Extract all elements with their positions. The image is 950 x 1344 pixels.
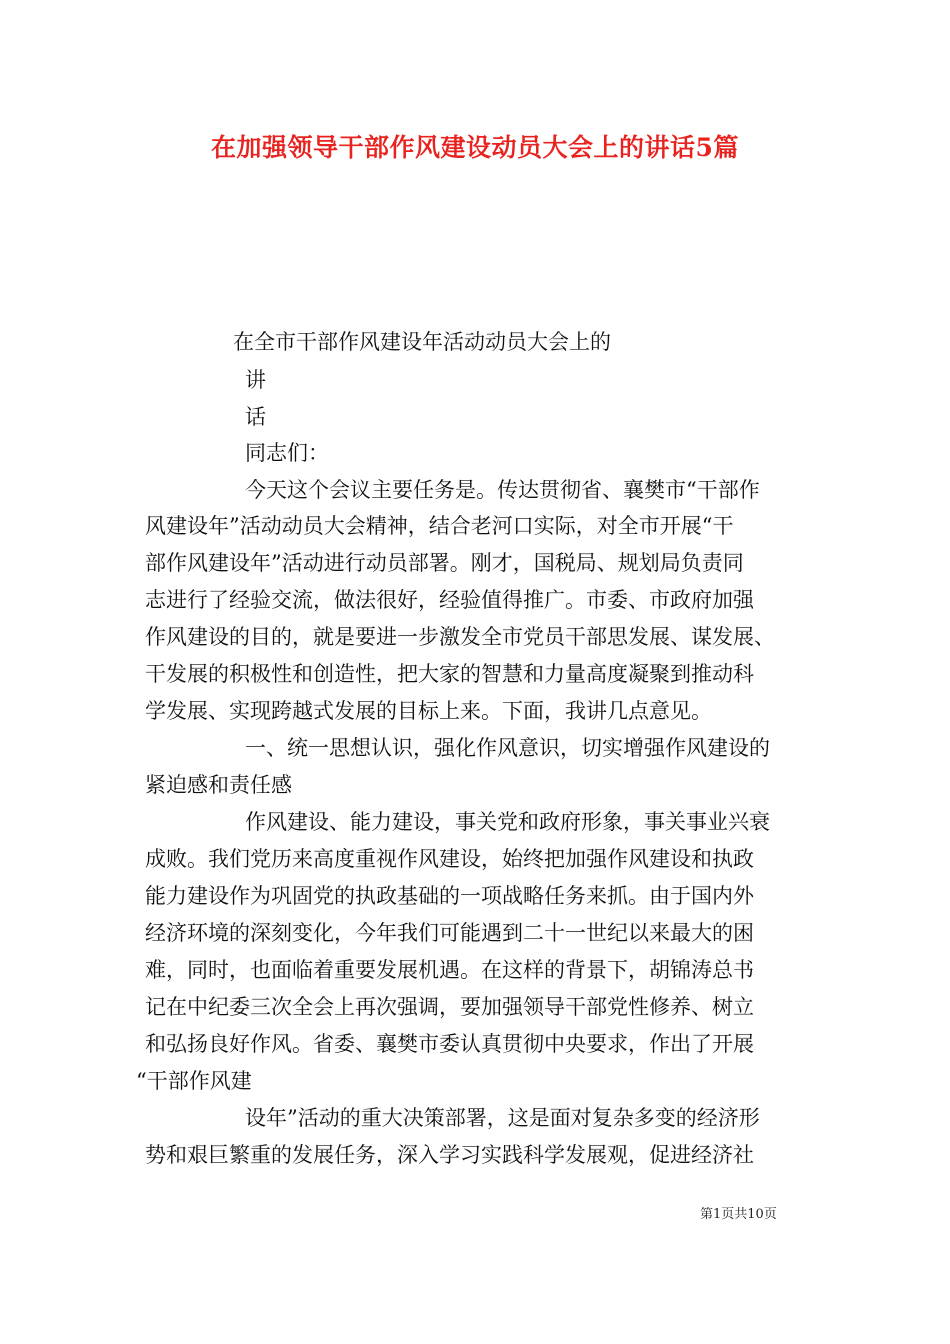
salutation: 同志们： — [245, 441, 329, 465]
body-line: 难，同时，也面临着重要发展机遇。在这样的背景下，胡锦涛总书 — [145, 958, 754, 982]
body-line: 势和艰巨繁重的发展任务，深入学习实践科学发展观，促进经济社 — [145, 1143, 754, 1167]
body-line: 经济环境的深刻变化，今年我们可能遇到二十一世纪以来最大的困 — [145, 921, 754, 945]
section-heading-continued: 紧迫感和责任感 — [145, 773, 292, 797]
body-line: 设年”活动的重大决策部署，这是面对复杂多变的经济形 — [245, 1106, 760, 1130]
body-line: 志进行了经验交流，做法很好，经验值得推广。市委、市政府加强 — [145, 588, 754, 612]
body-line: 今天这个会议主要任务是。传达贯彻省、襄樊市“干部作 — [245, 478, 760, 502]
body-line: 作风建设、能力建设，事关党和政府形象，事关事业兴衰 — [245, 810, 770, 834]
body-line: 部作风建设年”活动进行动员部署。刚才，国税局、规划局负责同 — [145, 551, 744, 575]
body-line: 记在中纪委三次全会上再次强调，要加强领导干部党性修养、树立 — [145, 995, 754, 1019]
body-line: “干部作风建 — [136, 1069, 252, 1093]
document-title: 在加强领导干部作风建设动员大会上的讲话5篇 — [211, 133, 739, 162]
speech-heading-char-1: 讲 — [245, 368, 266, 392]
body-line: 和弘扬良好作风。省委、襄樊市委认真贯彻中央要求，作出了开展 — [145, 1032, 754, 1056]
body-line: 作风建设的目的，就是要进一步激发全市党员干部思发展、谋发展、 — [145, 625, 775, 649]
body-line: 能力建设作为巩固党的执政基础的一项战略任务来抓。由于国内外 — [145, 884, 754, 908]
body-line: 干发展的积极性和创造性，把大家的智慧和力量高度凝聚到推动科 — [145, 662, 754, 686]
speech-heading-char-2: 话 — [245, 405, 266, 429]
section-heading: 一、统一思想认识，强化作风意识，切实增强作风建设的 — [245, 736, 770, 760]
body-line: 学发展、实现跨越式发展的目标上来。下面，我讲几点意见。 — [145, 699, 712, 723]
speech-heading: 在全市干部作风建设年活动动员大会上的 — [233, 330, 611, 354]
page-number: 第1页共10页 — [700, 1207, 777, 1222]
body-line: 风建设年”活动动员大会精神，结合老河口实际，对全市开展“干 — [145, 514, 734, 538]
body-line: 成败。我们党历来高度重视作风建设，始终把加强作风建设和执政 — [145, 847, 754, 871]
